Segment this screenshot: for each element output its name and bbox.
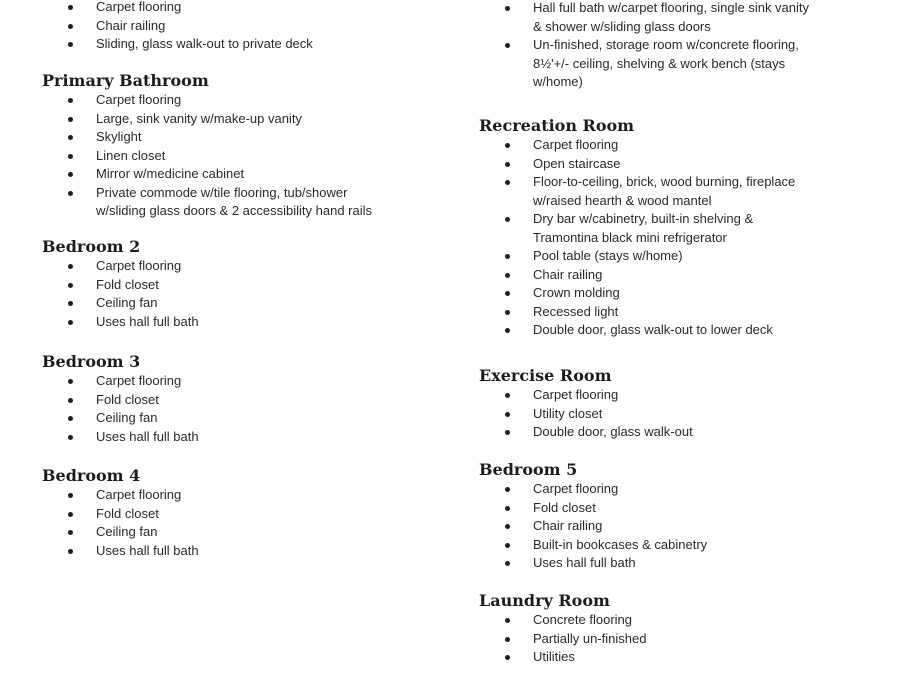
bullet-icon <box>505 430 510 435</box>
item-list <box>479 611 889 667</box>
bullet-icon <box>68 154 73 159</box>
list-item: Utility closet <box>479 405 889 424</box>
list-item-continuation: w/sliding glass doors & 2 accessibility hand rails <box>96 203 373 218</box>
bullet-icon <box>68 301 73 306</box>
list-item: Uses hall full bath <box>42 542 452 561</box>
section-bedroom-5 <box>479 460 889 573</box>
item-list <box>479 480 889 573</box>
list-item: Utilities <box>479 648 889 667</box>
bullet-icon <box>505 254 510 259</box>
list-item: Uses hall full bath <box>42 428 452 447</box>
bullet-icon <box>505 328 510 333</box>
section-heading: Exercise Room <box>479 366 612 385</box>
list-item: Carpet flooring <box>42 257 452 276</box>
bullet-icon <box>505 143 510 148</box>
bullet-icon <box>68 191 73 196</box>
list-item: Hall full bath w/carpet flooring, single sink vanity <box>479 0 889 18</box>
bullet-icon <box>505 43 510 48</box>
item-list <box>42 0 452 54</box>
item-list <box>479 386 889 442</box>
bullet-icon <box>68 42 73 47</box>
list-item: Carpet flooring <box>42 0 452 17</box>
section-heading: Bedroom 3 <box>42 352 141 371</box>
section-bedroom-2 <box>42 237 452 331</box>
bullet-icon <box>68 398 73 403</box>
list-item: Recessed light <box>479 303 889 322</box>
list-item: Carpet flooring <box>479 136 889 155</box>
bullet-icon <box>505 217 510 222</box>
list-item: Concrete flooring <box>479 611 889 630</box>
section-recreation-room <box>479 116 889 340</box>
item-list <box>42 486 452 560</box>
bullet-icon <box>505 393 510 398</box>
list-item: Chair railing <box>479 266 889 285</box>
section-heading: Bedroom 4 <box>42 466 141 485</box>
list-item: Fold closet <box>42 276 452 295</box>
bullet-icon <box>68 549 73 554</box>
section-heading: Recreation Room <box>479 116 635 135</box>
list-item: Skylight <box>42 128 452 147</box>
bullet-icon <box>505 162 510 167</box>
list-item: Carpet flooring <box>479 480 889 499</box>
section-continued-left <box>42 0 452 54</box>
bullet-icon <box>68 493 73 498</box>
list-item: Pool table (stays w/home) <box>479 247 889 266</box>
bullet-icon <box>68 172 73 177</box>
bullet-icon <box>505 6 510 11</box>
section-heading: Laundry Room <box>479 591 610 610</box>
section-exercise-room <box>479 366 889 442</box>
bullet-icon <box>505 561 510 566</box>
list-item: Carpet flooring <box>42 91 452 110</box>
bullet-icon <box>505 637 510 642</box>
list-item: Uses hall full bath <box>42 313 452 332</box>
bullet-icon <box>505 487 510 492</box>
list-item: Chair railing <box>42 17 452 36</box>
bullet-icon <box>68 135 73 140</box>
list-item: Large, sink vanity w/make-up vanity <box>42 110 452 129</box>
item-list <box>479 136 889 340</box>
list-item: Ceiling fan <box>42 523 452 542</box>
section-heading: Bedroom 2 <box>42 237 141 256</box>
list-item: Crown molding <box>479 284 889 303</box>
bullet-icon <box>68 512 73 517</box>
bullet-icon <box>505 180 510 185</box>
list-item: Partially un-finished <box>479 630 889 649</box>
list-item-continuation: Tramontina black mini refrigerator <box>533 229 727 245</box>
list-item: Built-in bookcases & cabinetry <box>479 536 889 555</box>
section-bedroom-4 <box>42 466 452 560</box>
item-list <box>479 0 889 92</box>
list-item: Uses hall full bath <box>479 554 889 573</box>
bullet-icon <box>505 273 510 278</box>
item-list <box>42 372 452 446</box>
bullet-icon <box>505 412 510 417</box>
bullet-icon <box>68 117 73 122</box>
section-heading: Primary Bathroom <box>42 71 209 90</box>
list-item: Double door, glass walk-out to lower deck <box>479 321 889 340</box>
list-item: Fold closet <box>42 391 452 410</box>
list-item: Fold closet <box>479 499 889 518</box>
bullet-icon <box>68 416 73 421</box>
list-item: Ceiling fan <box>42 409 452 428</box>
bullet-icon <box>505 655 510 660</box>
list-item: Private commode w/tile flooring, tub/shower <box>42 184 452 203</box>
list-item: Open staircase <box>479 155 889 174</box>
section-continued-right <box>479 0 889 92</box>
section-heading: Bedroom 5 <box>479 460 578 479</box>
bullet-icon <box>68 379 73 384</box>
section-primary-bathroom <box>42 71 452 221</box>
bullet-icon <box>68 320 73 325</box>
list-item-continuation: w/home) <box>533 74 583 89</box>
list-item: Double door, glass walk-out <box>479 423 889 442</box>
list-item: Un-finished, storage room w/concrete flooring, <box>479 36 889 55</box>
list-item: Carpet flooring <box>479 386 889 405</box>
section-bedroom-3 <box>42 352 452 446</box>
list-item: Chair railing <box>479 517 889 536</box>
bullet-icon <box>505 524 510 529</box>
bullet-icon <box>68 24 73 29</box>
bullet-icon <box>505 310 510 315</box>
bullet-icon <box>68 264 73 269</box>
bullet-icon <box>68 5 73 10</box>
list-item-continuation: w/raised hearth & wood mantel <box>533 192 712 208</box>
list-item: Carpet flooring <box>42 486 452 505</box>
bullet-icon <box>505 543 510 548</box>
bullet-icon <box>68 530 73 535</box>
bullet-icon <box>505 506 510 511</box>
bullet-icon <box>68 98 73 103</box>
list-item-continuation: 8½'+/- ceiling, shelving & work bench (stays <box>533 55 786 71</box>
list-item: Carpet flooring <box>42 372 452 391</box>
list-item: Floor-to-ceiling, brick, wood burning, fireplace <box>479 173 889 192</box>
bullet-icon <box>68 283 73 288</box>
list-item: Fold closet <box>42 505 452 524</box>
item-list <box>42 257 452 331</box>
bullet-icon <box>505 291 510 296</box>
list-item: Sliding, glass walk-out to private deck <box>42 35 452 54</box>
item-list <box>42 91 452 221</box>
bullet-icon <box>505 618 510 623</box>
list-item: Mirror w/medicine cabinet <box>42 165 452 184</box>
list-item: Ceiling fan <box>42 294 452 313</box>
list-item-continuation: & shower w/sliding glass doors <box>533 18 711 34</box>
list-item: Dry bar w/cabinetry, built-in shelving & <box>479 210 889 229</box>
bullet-icon <box>68 435 73 440</box>
section-laundry-room <box>479 591 889 667</box>
list-item: Linen closet <box>42 147 452 166</box>
